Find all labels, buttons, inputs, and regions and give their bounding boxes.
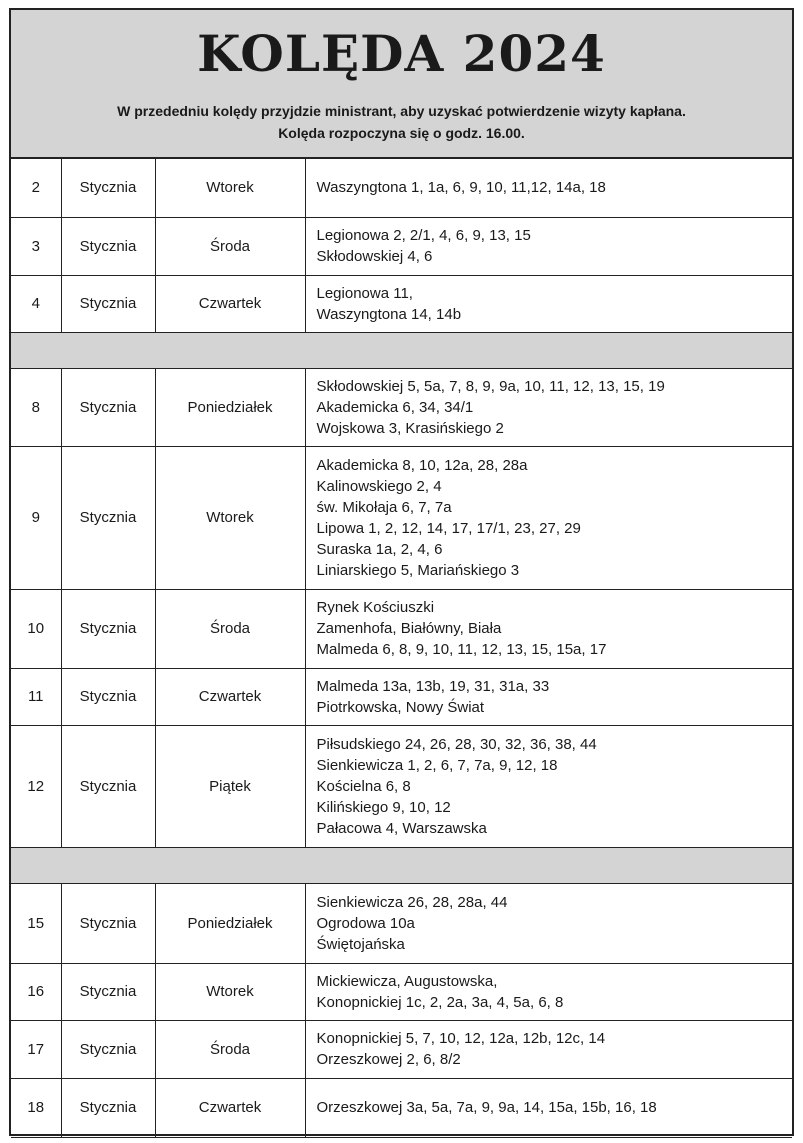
day-cell: 12 — [11, 725, 61, 847]
street-line: Suraska 1a, 2, 4, 6 — [316, 540, 443, 558]
day-cell: 11 — [11, 668, 61, 725]
table-row — [11, 446, 792, 589]
day-cell: 17 — [11, 1020, 61, 1078]
weekday-cell: Wtorek — [155, 446, 305, 589]
schedule-table — [11, 159, 792, 1138]
month-cell: Stycznia — [61, 668, 155, 725]
separator-cell — [11, 332, 792, 368]
street-line: Skłodowskiej 5, 5a, 7, 8, 9, 9a, 10, 11, 12, 13, 15, 19 — [316, 377, 665, 395]
streets-cell — [305, 725, 792, 847]
month-cell: Stycznia — [61, 589, 155, 668]
month-cell: Stycznia — [61, 963, 155, 1020]
day-cell: 18 — [11, 1078, 61, 1137]
month-cell: Stycznia — [61, 1020, 155, 1078]
street-line: Lipowa 1, 2, 12, 14, 17, 17/1, 23, 27, 29 — [316, 519, 581, 537]
month-cell: Stycznia — [61, 883, 155, 963]
weekday-cell: Czwartek — [155, 668, 305, 725]
street-line: Rynek Kościuszki — [316, 599, 435, 616]
table-row — [11, 963, 792, 1020]
street-line: Piłsudskiego 24, 26, 28, 30, 32, 36, 38, 44 — [316, 735, 597, 753]
month-cell: Stycznia — [61, 159, 155, 217]
street-line: Waszyngtona 1, 1a, 6, 9, 10, 11,12, 14a, 18 — [316, 179, 606, 197]
month-cell: Stycznia — [61, 217, 155, 275]
table-row — [11, 589, 792, 668]
street-line: Kościelna 6, 8 — [316, 777, 411, 795]
streets-cell — [305, 883, 792, 963]
table-row — [11, 368, 792, 446]
street-line: Sienkiewicza 1, 2, 6, 7, 7a, 9, 12, 18 — [316, 756, 558, 774]
street-line: Mickiewicza, Augustowska, — [316, 972, 498, 990]
subtitle-line-2: Kolęda rozpoczyna się o godz. 16.00. — [278, 125, 525, 141]
streets-cell — [305, 217, 792, 275]
street-line: Legionowa 2, 2/1, 4, 6, 9, 13, 15 — [316, 227, 531, 244]
streets-cell — [305, 368, 792, 446]
streets-cell — [305, 1020, 792, 1078]
weekday-cell: Czwartek — [155, 1078, 305, 1137]
schedule-table-body — [11, 159, 792, 1137]
weekday-cell: Czwartek — [155, 275, 305, 332]
table-row — [11, 883, 792, 963]
month-cell: Stycznia — [61, 1078, 155, 1137]
week-separator-row — [11, 332, 792, 368]
table-row — [11, 1020, 792, 1078]
street-line: Pałacowa 4, Warszawska — [316, 819, 487, 837]
schedule-sheet — [9, 8, 794, 1136]
day-cell: 4 — [11, 275, 61, 332]
weekday-cell: Środa — [155, 1020, 305, 1078]
day-cell: 9 — [11, 446, 61, 589]
street-line: Legionowa 11, — [316, 284, 413, 302]
table-row — [11, 217, 792, 275]
streets-cell — [305, 446, 792, 589]
month-cell: Stycznia — [61, 725, 155, 847]
streets-cell — [305, 275, 792, 332]
page-title: KOLĘDA 2024 — [197, 24, 606, 83]
street-line: Akademicka 6, 34, 34/1 — [316, 398, 474, 416]
weekday-cell: Poniedziałek — [155, 368, 305, 446]
week-separator-row — [11, 847, 792, 883]
table-row — [11, 275, 792, 332]
weekday-cell: Środa — [155, 589, 305, 668]
street-line: Orzeszkowej 3a, 5a, 7a, 9, 9a, 14, 15a, 15b, 16, 18 — [316, 1099, 657, 1116]
street-line: Zamenhofa, Białówny, Biała — [316, 620, 502, 637]
streets-cell — [305, 159, 792, 217]
street-line: Konopnickiej 1c, 2, 2a, 3a, 4, 5a, 6, 8 — [316, 993, 564, 1011]
streets-cell — [305, 589, 792, 668]
street-line: Sienkiewicza 26, 28, 28a, 44 — [316, 893, 508, 911]
month-cell: Stycznia — [61, 275, 155, 332]
street-line: Malmeda 13a, 13b, 19, 31, 31a, 33 — [316, 677, 550, 695]
day-cell: 10 — [11, 589, 61, 668]
street-line: Wojskowa 3, Krasińskiego 2 — [316, 419, 504, 437]
streets-cell — [305, 1078, 792, 1137]
street-line: Piotrkowska, Nowy Świat — [316, 698, 485, 716]
street-line: Kalinowskiego 2, 4 — [316, 477, 442, 495]
street-line: Malmeda 6, 8, 9, 10, 11, 12, 13, 15, 15a, 17 — [316, 641, 607, 658]
street-line: św. Mikołaja 6, 7, 7a — [316, 498, 452, 516]
street-line: Orzeszkowej 2, 6, 8/2 — [316, 1051, 461, 1068]
day-cell: 2 — [11, 159, 61, 217]
streets-cell — [305, 963, 792, 1020]
street-line: Akademicka 8, 10, 12a, 28, 28a — [316, 456, 528, 474]
street-line: Kilińskiego 9, 10, 12 — [316, 798, 451, 816]
street-line: Waszyngtona 14, 14b — [316, 305, 462, 323]
street-line: Świętojańska — [316, 935, 405, 953]
streets-cell — [305, 668, 792, 725]
table-row — [11, 668, 792, 725]
street-line: Skłodowskiej 4, 6 — [316, 248, 433, 265]
table-row — [11, 1078, 792, 1137]
street-line: Konopnickiej 5, 7, 10, 12, 12a, 12b, 12c, 14 — [316, 1030, 606, 1047]
day-cell: 15 — [11, 883, 61, 963]
table-row — [11, 725, 792, 847]
weekday-cell: Środa — [155, 217, 305, 275]
table-row — [11, 159, 792, 217]
header-panel — [11, 10, 792, 159]
month-cell: Stycznia — [61, 368, 155, 446]
street-line: Ogrodowa 10a — [316, 914, 415, 932]
subtitle-line-1: W przededniu kolędy przyjdzie ministrant, aby uzyskać potwierdzenie wizyty kapłana. — [117, 103, 686, 119]
street-line: Liniarskiego 5, Mariańskiego 3 — [316, 561, 520, 579]
weekday-cell: Wtorek — [155, 159, 305, 217]
day-cell: 3 — [11, 217, 61, 275]
month-cell: Stycznia — [61, 446, 155, 589]
day-cell: 8 — [11, 368, 61, 446]
day-cell: 16 — [11, 963, 61, 1020]
weekday-cell: Piątek — [155, 725, 305, 847]
weekday-cell: Wtorek — [155, 963, 305, 1020]
weekday-cell: Poniedziałek — [155, 883, 305, 963]
separator-cell — [11, 847, 792, 883]
